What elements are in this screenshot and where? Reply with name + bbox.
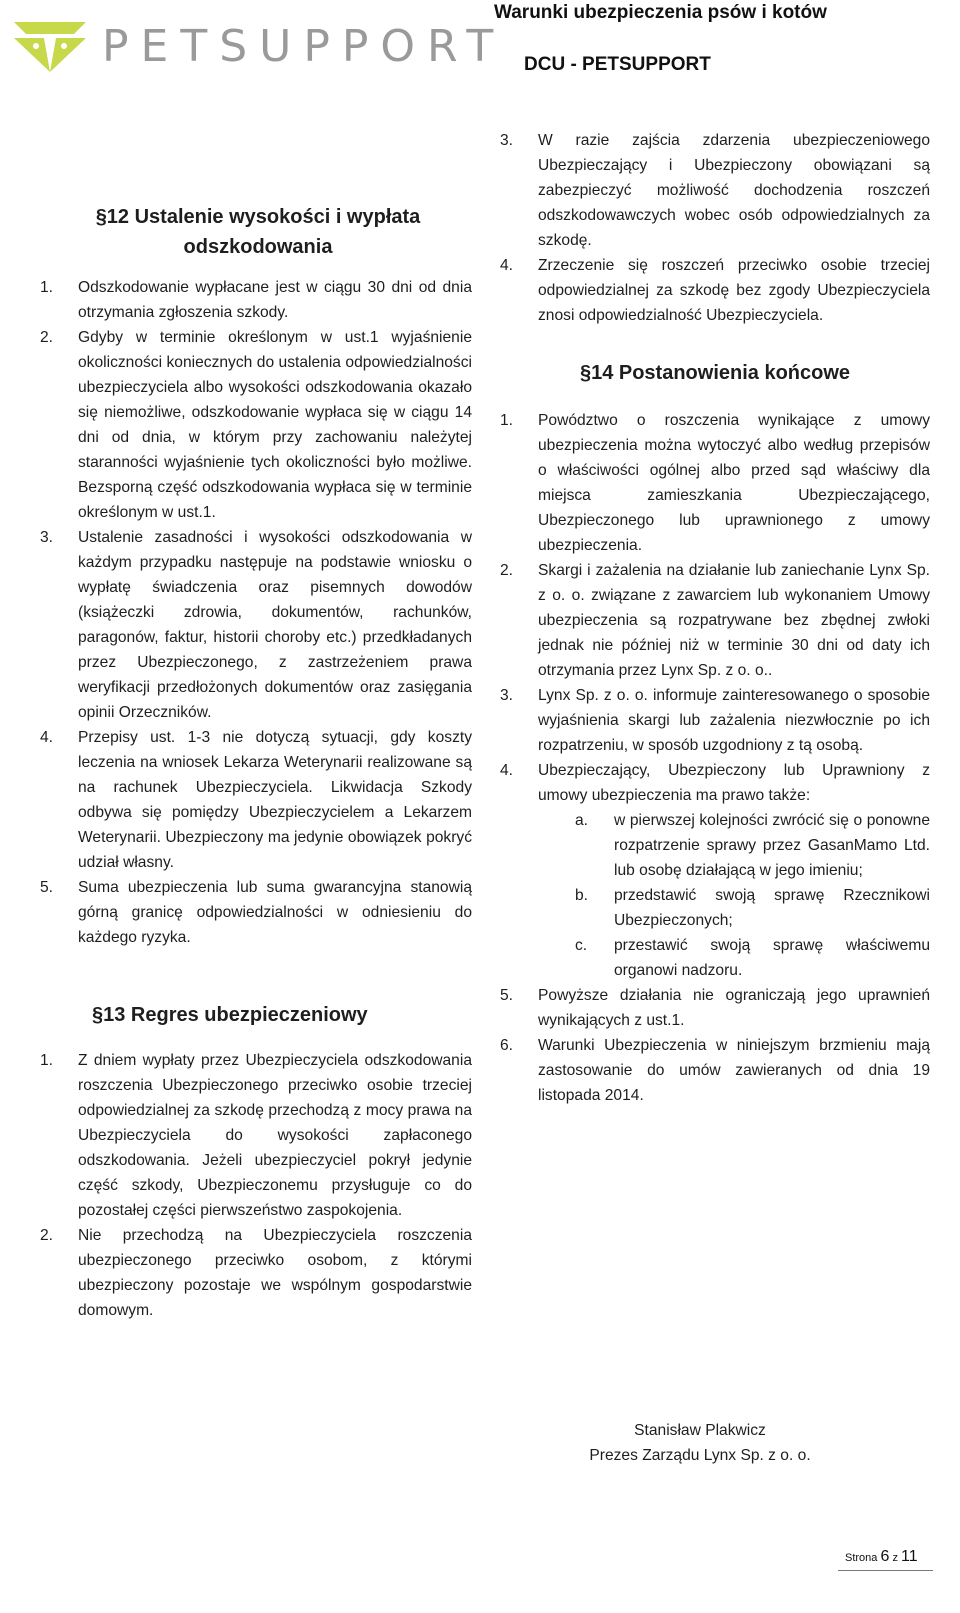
- brand-name: PETSUPPORT: [102, 21, 506, 72]
- list-item: 4. Przepisy ust. 1-3 nie dotyczą sytuacji, gdy koszty leczenia na wniosek Lekarza Weterynarii realizowane są na rachunek Ubezpieczyciela. Likwidacja Szkody odbywa się pomiędzy Ubezpieczycielem a Lekarzem Weterynarii. Ubezpieczony ma jedynie obowiązek pokryć udział własny.: [40, 729, 472, 871]
- list-item: 3. W razie zajścia zdarzenia ubezpieczeniowego Ubezpieczający i Ubezpieczony obowiązani są zabezpieczyć możliwość dochodzenia roszczeń odszkodowawczych wobec osób odpowiedzialnych za szkodę.: [500, 132, 930, 249]
- sub-list-item: a. w pierwszej kolejności zwrócić się o ponowne rozpatrzenie sprawy przez GasanMamo Ltd. lub osobę działającą w jego imieniu;: [575, 812, 930, 879]
- right-column: [500, 128, 930, 1108]
- sub-list-item: b. przedstawić swoją sprawę Rzecznikowi Ubezpieczonych;: [575, 887, 930, 929]
- document-subtitle: DCU - PETSUPPORT: [524, 54, 711, 75]
- list-item: 4. Zrzeczenie się roszczeń przeciwko osobie trzeciej odpowiedzialnej za szkodę bez zgody Ubezpieczyciela znosi odpowiedzialność Ubezpieczyciela.: [500, 257, 930, 324]
- logo-mark-icon: [14, 22, 86, 72]
- page-number: Strona 6 z 11: [845, 1548, 918, 1565]
- signatory-role: Prezes Zarządu Lynx Sp. z o. o.: [589, 1447, 811, 1464]
- section-14-heading: §14 Postanowienia końcowe: [579, 362, 851, 384]
- list-item: 4. Ubezpieczający, Ubezpieczony lub Uprawniony z umowy ubezpieczenia ma prawo także:: [500, 762, 930, 804]
- section-12-heading: §12 Ustalenie wysokości i wypłata odszkodowania: [95, 206, 421, 258]
- list-item: 3. Ustalenie zasadności i wysokości odszkodowania w każdym przypadku następuje na podstawie wniosku o wypłatę świadczenia oraz pisemnych dowodów (książeczki zdrowia, dokumentów, rachunków, paragonów, faktur, historii choroby etc.) przedkładanych przez Ubezpieczonego, z zastrzeżeniem prawa weryfikacji przedłożonych dokumentów oraz zasięgania opinii Orzeczników.: [40, 529, 472, 721]
- left-column: [40, 140, 472, 1323]
- list-item: 3. Lynx Sp. z o. o. informuje zainteresowanego o sposobie wyjaśnienia skargi lub zażalenia niezwłocznie po ich rozpatrzeniu, w sposób uzgodniony z tą osobą.: [500, 687, 930, 754]
- list-item: 2. Nie przechodzą na Ubezpieczyciela roszczenia ubezpieczonego przeciwko osobom, z którymi ubezpieczony pozostaje we wspólnym gospodarstwie domowym.: [40, 1227, 472, 1319]
- list-item: 5. Suma ubezpieczenia lub suma gwarancyjna stanowią górną granicę odpowiedzialności w odniesieniu do każdego ryzyka.: [40, 879, 472, 946]
- list-item: 2. Skargi i zażalenia na działanie lub zaniechanie Lynx Sp. z o. o. związane z zawarciem lub wykonaniem Umowy ubezpieczenia są rozpatrywane bez zbędnej zwłoki jednak nie później niż w terminie 30 dni od daty ich otrzymania przez Lynx Sp. z o. o..: [500, 562, 930, 679]
- petsupport-logo: [14, 16, 506, 76]
- list-item: 5. Powyższe działania nie ograniczają jego uprawnień wynikających z ust.1.: [500, 987, 930, 1029]
- signatory-name: Stanisław Plakwicz: [634, 1422, 766, 1439]
- document-title: Warunki ubezpieczenia psów i kotów: [494, 2, 827, 23]
- footer-divider: [838, 1570, 933, 1571]
- list-item: 1. Odszkodowanie wypłacane jest w ciągu 30 dni od dnia otrzymania zgłoszenia szkody.: [40, 279, 472, 321]
- sub-list-item: c. przestawić swoją sprawę właściwemu organowi nadzoru.: [575, 937, 930, 979]
- section-13-heading: §13 Regres ubezpieczeniowy: [92, 1004, 368, 1026]
- list-item: 1. Z dniem wypłaty przez Ubezpieczyciela odszkodowania roszczenia Ubezpieczonego przeciwko osobie trzeciej odpowiedzialnej za szkodę przechodzą z mocy prawa na Ubezpieczyciela do wysokości zapłaconego odszkodowania. Jeżeli ubezpieczyciel pokrył jedynie część szkody, Ubezpieczonemu przysługuje co do pozostałej części pierwszeństwo zaspokojenia.: [40, 1052, 472, 1219]
- list-item: 2. Gdyby w terminie określonym w ust.1 wyjaśnienie okoliczności koniecznych do ustalenia odpowiedzialności ubezpieczyciela albo wysokości odszkodowania okazało się niemożliwe, odszkodowanie wypłaca się w ciągu 14 dni od dnia, w którym przy zachowaniu należytej staranności wyjaśnienie tych okoliczności było możliwe. Bezsporną część odszkodowania wypłaca się w terminie określonym w ust.1.: [40, 329, 472, 521]
- list-item: 1. Powództwo o roszczenia wynikające z umowy ubezpieczenia można wytoczyć albo według przepisów o właściwości ogólnej albo przed sąd właściwy dla miejsca zamieszkania Ubezpieczającego, Ubezpieczonego lub uprawnionego z umowy ubezpieczenia.: [500, 412, 930, 554]
- signature-block: [545, 1418, 855, 1468]
- list-item: 6. Warunki Ubezpieczenia w niniejszym brzmieniu mają zastosowanie do umów zawieranych od dnia 19 listopada 2014.: [500, 1037, 930, 1104]
